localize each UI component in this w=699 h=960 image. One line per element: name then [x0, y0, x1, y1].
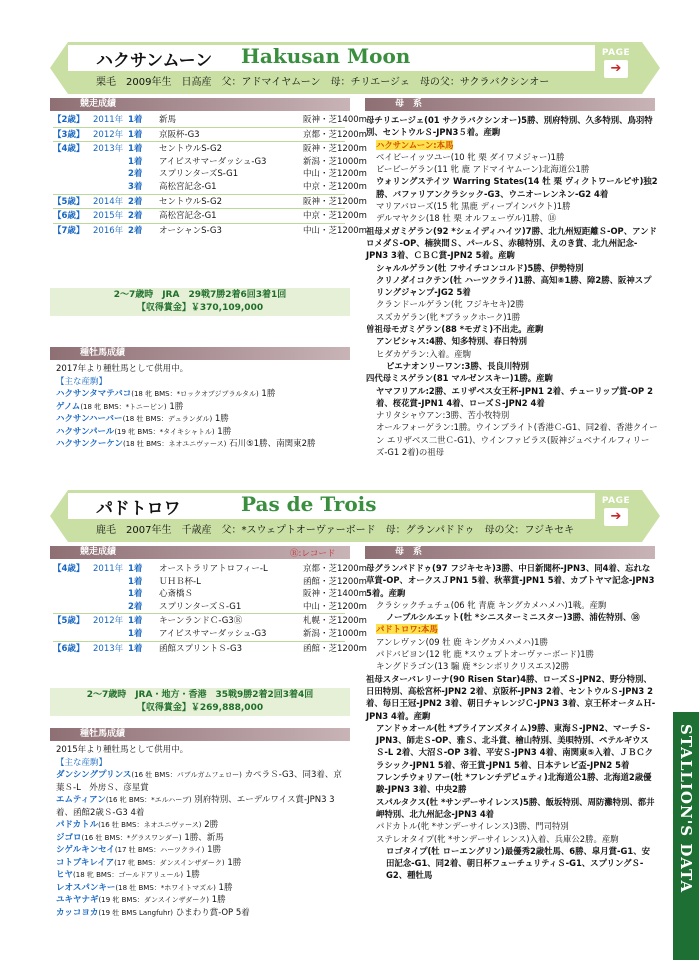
pedigree-entry: [366, 409, 658, 421]
pedigree-entry: [366, 771, 658, 796]
race-group: [53, 194, 367, 209]
race-row: [53, 643, 367, 656]
race-place: 2着: [128, 225, 143, 236]
race-course: 函館・芝1200m: [303, 576, 367, 587]
offspring-name: レオスパンキー: [56, 882, 116, 893]
offspring-item: [56, 882, 346, 895]
pedigree-entry: [366, 722, 658, 771]
pedigree-entry: [366, 262, 658, 274]
offspring-note: (16 牡 BMS：パブルガムフェロー): [131, 771, 242, 779]
pedigree-entry: [366, 421, 658, 458]
horse1-info: 栗毛 2009年生 日高産 父：アドマイヤムーン 母：チリエージェ 母の父：サクラバクシンオー: [96, 77, 550, 88]
race-race: スプリンターズＳ-G1: [159, 601, 242, 612]
race-course: 中京・芝1200m: [303, 211, 367, 222]
pedigree-text: アンドゥオール(牡 *ブライアンズタイム)9勝、東海Ｓ-JPN2、マーチＳ-JPN3、師走Ｓ-OP、雅Ｓ、北斗賞、檜山特別、美唄特別、ペテルギウスＳ-L 2着、大沼Ｓ-OP 3着、平安Ｓ-JPN3 4着、南関東⑤入着、ＪＢＣクラシック-JPN1 5着、帝王賞-JPN1 5着、日本テレビ盃-JPN2 5着: [376, 722, 654, 770]
arrow-right-icon: ➔: [604, 60, 628, 78]
offspring-name: ダンシングプリンス: [56, 770, 132, 780]
pedigree-entry: [366, 163, 658, 175]
offspring-item: [56, 894, 346, 907]
race-row: [53, 615, 367, 628]
pedigree-entry: [366, 175, 658, 200]
pedigree-text: ヤマフリアル:2勝、エリザベス女王杯-JPN1 2着、チューリップ賞-OP 2着、桜花賞-JPN1 4着、ローズＳ-JPN2 4着: [376, 385, 653, 408]
race-course: 中山・芝1200m: [303, 601, 367, 612]
offspring-result: 2勝: [204, 820, 219, 830]
offspring-note: (17 牝 BMS：ダンスインザダーク): [114, 858, 225, 867]
race-race: アイビスサマーダッシュ-G3: [159, 156, 267, 167]
pedigree-text: パドトロワ:本馬: [376, 624, 438, 635]
race-place: 1着: [128, 643, 143, 654]
pedigree-header: 母 系: [365, 98, 655, 111]
race-course: 中山・芝1200m: [303, 169, 367, 180]
race-course: 札幌・芝1200m: [303, 616, 367, 627]
offspring-note: (16 牡 BMS：*グラスワンダー): [81, 833, 182, 842]
race-year: 2014年: [93, 196, 124, 207]
race-row: [53, 168, 367, 181]
pedigree-entry: [366, 611, 658, 623]
offspring-result: 1勝: [261, 389, 276, 399]
race-year: 2012年: [93, 129, 124, 140]
pedigree-entry: [366, 845, 658, 882]
race-race: ＵＨＢ杯-L: [159, 576, 201, 587]
offspring-name: ハクサンクーケン: [56, 439, 123, 449]
horse2-header: [50, 490, 660, 542]
offspring-name: ジゴロ: [56, 832, 82, 843]
offspring-result: カペラＳ-G3、同3着、京葉Ｓ-L 外房Ｓ、彦星賞: [56, 770, 342, 793]
pedigree-text: [366, 114, 658, 458]
race-course: 阪神・芝1200m: [303, 196, 367, 207]
race-course: 新潟・芝1000m: [303, 628, 367, 639]
pedigree-entry: [366, 360, 658, 372]
pedigree-text: 母チリエージェ(01 サクラバクシンオー)5勝、別府特別、久多特別、鳥羽特別、セントウルＳ-JPN3５着。産駒: [366, 115, 653, 138]
pedigree-text: ウォリングステイツ Warring States(14 牡 栗 ヴィクトワールピサ)独2勝、バファリアンクラシック-G3、ウニオーレンネン-G2 4着: [376, 176, 658, 199]
offspring-item: [56, 769, 346, 794]
pedigree-text: ロゴタイプ(牡 ローエングリン)最優秀2歳牡馬、6勝、皐月賞-G1、安田記念-G1、同2着、朝日杯フューチュリティＳ-G1、スプリングＳ-G2、種牡馬: [386, 845, 650, 881]
offspring-result: 1勝: [169, 401, 184, 412]
offspring-item: [56, 413, 346, 426]
race-place: 1着: [128, 115, 143, 125]
pedigree-text: ヒダカゲラン:入着。産駒: [376, 348, 471, 359]
race-course: 京都・芝1200m: [303, 129, 367, 140]
pedigree-text: ピエナオンリーワン:3勝、長良川特別: [386, 360, 530, 371]
race-row: [53, 143, 367, 156]
arrow-right-icon: ➔: [604, 508, 628, 526]
pedigree-text-2: [366, 562, 658, 882]
offspring-result: 1勝: [227, 857, 242, 868]
race-row: [53, 129, 367, 142]
offspring-result: 1勝: [218, 882, 233, 893]
offspring-result: 1勝: [207, 845, 221, 855]
pedigree-entry: [366, 833, 658, 845]
offspring-note: (19 牡 BMS Langfuhr): [98, 908, 174, 917]
race-group: [53, 141, 367, 193]
stud-record-2: 2015年より種牡馬として供用中。 【主な産駒】 ダンシングプリンス(16 牡 BMS：パブルガムフェロー) カペラＳ-G3、同3着、京葉Ｓ-L 外房Ｓ、彦星賞 エムティアン(16 牝 BMS：*エルハーブ) 別府特別、エーデルワイス賞-JPN3 3着、函館2歳Ｓ-G3 4着 パドカトル(16 牡 BMS：ネオユニヴァース) 2勝 ジゴロ(16 牡 BMS：*グラスワンダー) 1勝、新馬 シゲルキンセイ(17 牡 BMS：ハーツクライ) 1勝 コトブキレイア(17 牝 BMS：ダンスインザダーク) 1勝 ヒヤ(18 牝 BMS：ゴールドアリュール) 1勝 レオスパンキー(18 牡 BMS：*ホワイトマズル) 1勝 ユキヤナギ(19 牝 BMS：ダンスインザダーク) 1勝 カッコヨカ(19 牡 BMS Langfuhr) ひまわり賞-OP 5着: [56, 744, 346, 919]
stud-record: 2017年より種牡馬として供用中。 【主な産駒】 ハクサンタマテバコ(18 牝 BMS：*ロックオブジブラルタル) 1勝 ゲノム(18 牝 BMS：*トニービン) 1勝 ハクサンハーバー(18 牡 BMS：デュランダル) 1勝 ハクサンパール(19 牝 BMS：*タイキシャトル) 1勝 ハクサンクーケン(18 牡 BMS：ネオユニヴァース) 石川⑤1勝、南関東2勝: [56, 363, 346, 451]
pedigree-entry: [366, 385, 658, 410]
offspring-name: エムティアン: [56, 795, 106, 805]
page-link-button-2[interactable]: PAGE ➔: [601, 496, 631, 524]
offspring-name: ヒヤ: [56, 870, 74, 880]
race-race: オーシャンS-G3: [159, 225, 222, 236]
race-year: 2015年: [93, 211, 124, 222]
record-key: Ⓡ:レコード: [290, 549, 336, 559]
pedigree-entry: [366, 139, 658, 151]
race-place: 2着: [128, 211, 143, 222]
race-course: 阪神・芝1400m: [303, 115, 367, 125]
race-race: 高松宮記念-G1: [159, 211, 217, 222]
offspring-item: [56, 844, 346, 857]
pedigree-entry: [366, 660, 658, 672]
race-year: 2013年: [93, 144, 124, 155]
race-age: 【4歳】: [53, 144, 85, 155]
offspring-name: シゲルキンセイ: [56, 845, 115, 855]
pedigree-entry: [366, 114, 658, 139]
race-age: 【5歳】: [53, 616, 85, 627]
pedigree-entry: [366, 648, 658, 660]
pedigree-entry: [366, 599, 658, 611]
pedigree-text: ベイビーイッツユー(10 牝 栗 ダイワメジャー)1勝: [376, 151, 565, 162]
pedigree-text: オールフォーゲラン:1勝。ウインブライト(香港Ｃ-G1、同2着、香港クイーン エリザベス二世Ｃ-G1)、ウインファビラス(阪神ジュベナイルフィリーズ-G1 2着)の祖母: [376, 422, 658, 458]
race-group: [53, 208, 367, 223]
race-race: スプリンターズS-G1: [159, 169, 239, 180]
horse1-header: [50, 42, 660, 94]
stud-record-header-2: 種牡馬成績: [50, 728, 350, 741]
horse1-name-jp: ハクサンムーン: [96, 51, 213, 71]
pedigree-entry: [366, 623, 658, 635]
race-summary-2: 2～7歳時 JRA・地方・香港 35戦9勝2着2回3着4回 【収得賞金】￥269,888,000: [50, 688, 350, 716]
race-year: 2013年: [93, 643, 124, 654]
race-summary: 2～7歳時 JRA 29戦7勝2着6回3着1回 【収得賞金】￥370,109,000: [50, 288, 350, 316]
race-year: 2011年: [93, 115, 124, 125]
horse2-name-en: Pas de Trois: [241, 492, 377, 516]
offspring-result: ひまわり賞-OP 5着: [175, 907, 250, 918]
pedigree-entry: [366, 323, 658, 335]
race-place: 1着: [128, 589, 143, 600]
race-age: 【5歳】: [53, 196, 85, 207]
pedigree-text: デルマヤクシ(18 牡 栗 オルフェーヴル)1勝、⑱: [376, 213, 557, 224]
race-row: [53, 601, 367, 614]
horse2-info: 鹿毛 2007年生 千歳産 父：*スウェプトオーヴァーボード 母：グランパドドゥ 母の父：フジキセキ: [96, 525, 575, 536]
offspring-name: ゲノム: [56, 401, 81, 412]
race-row: [53, 225, 367, 238]
offspring-name: ハクサンハーバー: [56, 414, 123, 424]
race-place: 1着: [128, 564, 143, 574]
race-age: 【6歳】: [53, 211, 85, 222]
offspring-name: ユキヤナギ: [56, 895, 99, 905]
race-row: [53, 196, 367, 209]
race-year: 2012年: [93, 616, 124, 627]
offspring-result: 1勝: [214, 414, 229, 424]
side-tab: STALLION'S DATA: [673, 712, 699, 960]
offspring-item: [56, 832, 346, 845]
race-course: 中京・芝1200m: [303, 181, 367, 192]
offspring-note: (16 牝 BMS：*エルハーブ): [105, 796, 192, 804]
offspring-note: (18 牝 BMS：ゴールドアリュール): [73, 871, 184, 879]
offspring-item: [56, 388, 346, 401]
offspring-result: 1勝: [211, 895, 226, 905]
race-race: オーストラリアトロフィー-L: [159, 564, 268, 574]
offspring-note: (19 牝 BMS：*タイキシャトル): [114, 427, 215, 436]
pedigree-text: パドカトル(牝 *サンデーサイレンス)3勝、門司特別: [376, 821, 569, 832]
race-place: 1着: [128, 156, 143, 167]
offspring-note: (18 牡 BMS：*ホワイトマズル): [115, 883, 216, 892]
offspring-note: (16 牡 BMS：ネオユニヴァース): [98, 821, 202, 829]
race-row: [53, 628, 367, 641]
offspring-name: ハクサンタマテバコ: [56, 389, 132, 399]
race-race: 函館スプリントＳ-G3: [159, 643, 243, 654]
offspring-item: [56, 438, 346, 451]
race-race: 高松宮記念-G1: [159, 181, 217, 192]
race-row: [53, 181, 367, 194]
offspring-note: (18 牝 BMS：*ロックオブジブラルタル): [131, 390, 259, 398]
pedigree-text: ビービーゲラン(11 牝 鹿 アドマイヤムーン)北海道公1勝: [376, 164, 590, 175]
race-race: セントウルS-G2: [159, 196, 223, 207]
pedigree-entry: [366, 562, 658, 599]
race-row: [53, 576, 367, 589]
race-course: 函館・芝1200m: [303, 643, 367, 654]
pedigree-entry: [366, 820, 658, 832]
offspring-name: パドカトル: [56, 820, 99, 830]
race-age: 【7歳】: [53, 225, 85, 236]
offspring-name: ハクサンパール: [56, 426, 115, 437]
pedigree-text: 母グランパドドゥ(97 フジキセキ)3勝、中日新聞杯-JPN3、同4着、忘れな草賞-OP、オークスＪPN1 5着、秋華賞-JPN1 5着、カブトヤマ記念-JPN3 5着。産駒: [366, 563, 655, 598]
race-course: 中山・芝1200m: [303, 225, 367, 236]
race-race: 心斎橋Ｓ: [159, 589, 194, 600]
pedigree-entry: [366, 335, 658, 347]
race-group: [53, 223, 367, 238]
offspring-result: 1勝: [185, 870, 200, 880]
pedigree-entry: [366, 796, 658, 821]
race-course: 阪神・芝1200m: [303, 144, 367, 155]
race-race: アイビスサマーダッシュ-G3: [159, 628, 267, 639]
race-course: 阪神・芝1400m: [303, 589, 367, 600]
pedigree-text: 祖母メガミゲラン(92 *シェイディハイツ)7勝、北九州短距離Ｓ-OP、アンドロメダＳ-OP、楠狭間Ｓ、パールＳ、赤穂特別、えのき賞、北九州記念-JPN3 3着、ＣＢＣ賞-JPN2 5着。産駒: [366, 225, 657, 261]
race-place: 3着: [128, 181, 143, 192]
race-race: セントウルS-G2: [159, 144, 223, 155]
offspring-note: (19 牝 BMS：ダンスインザダーク): [98, 896, 209, 904]
pedigree-text: スパルタクス(牡 *サンデーサイレンス)5勝、飯坂特別、周防灘特別、都井岬特別、北九州記念-JPN3 4着: [376, 796, 655, 819]
pedigree-text: ナリタシャウアン:3勝、苦小牧特別: [376, 410, 510, 421]
pedigree-text: 祖母スターバレリーナ(90 Risen Star)4勝、ローズＳ-JPN2、野分特別、日田特別、高松宮杯-JPN2 2着、京阪杯-JPN3 2着、セントウルＳ-JPN3 2着、毎日王冠-JPN2 3着、朝日チャレンジＣ-JPN3 3着、京王杯オータムＨ-JPN3 4着。産駒: [366, 673, 656, 721]
offspring-item: [56, 907, 346, 920]
race-place: 2着: [128, 601, 143, 612]
race-record-table: [53, 113, 367, 237]
pedigree-entry: [366, 372, 658, 384]
race-race: 新馬: [159, 115, 177, 125]
pedigree-entry: [366, 212, 658, 224]
stud-record-header: 種牡馬成績: [50, 347, 350, 360]
race-group: [53, 562, 367, 613]
race-age: 【2歳】: [53, 115, 85, 125]
pedigree-entry: [366, 225, 658, 262]
race-place: 1着: [128, 628, 143, 639]
race-group: [53, 127, 367, 142]
pedigree-entry: [366, 348, 658, 360]
race-race: 京阪杯-G3: [159, 129, 200, 140]
offspring-result: 石川⑤1勝、南関東2勝: [229, 439, 316, 449]
pedigree-text: アンレヴァン(09 牡 鹿 キングカメハメハ)1勝: [376, 636, 548, 647]
pedigree-entry: [366, 673, 658, 722]
pedigree-entry: [366, 151, 658, 163]
offspring-result: 別府特別、エーデルワイス賞-JPN3 3着、函館2歳Ｓ-G3 4着: [56, 795, 335, 818]
race-age: 【3歳】: [53, 129, 85, 140]
race-course: 新潟・芝1000m: [303, 156, 367, 167]
pedigree-text: 四代母ミスゲラン(81 マルゼンスキー)1勝。産駒: [366, 373, 553, 384]
offspring-item: [56, 857, 346, 870]
page-link-button[interactable]: PAGE ➔: [601, 48, 631, 76]
pedigree-text: スズカゲラン(牝 *ブラックホーク)1勝: [376, 311, 521, 322]
pedigree-text: キングドラゴン(13 騸 鹿 *シンボリクリスエス)2勝: [376, 661, 570, 672]
race-place: 1着: [128, 129, 143, 140]
race-course: 京都・芝1200m: [303, 564, 367, 574]
race-group: [53, 641, 367, 656]
race-group: [53, 113, 367, 127]
race-row: [53, 114, 367, 127]
pedigree-text: 曽祖母モガミゲラン(88 *モガミ)不出走。産駒: [366, 324, 544, 335]
race-age: 【6歳】: [53, 643, 85, 654]
pedigree-text: ハクサンムーン:本馬: [376, 139, 454, 150]
race-age: 【4歳】: [53, 564, 85, 574]
offspring-result: 1勝: [217, 426, 232, 437]
offspring-name: コトブキレイア: [56, 857, 115, 868]
race-row: [53, 588, 367, 601]
offspring-item: [56, 794, 346, 819]
offspring-item: [56, 819, 346, 832]
offspring-item: [56, 869, 346, 882]
offspring-note: (18 牡 BMS：デュランダル): [122, 415, 213, 423]
race-record-header: 競走成績: [50, 98, 350, 111]
race-year: 2016年: [93, 225, 124, 236]
pedigree-text: クラシックチュチュ(06 牝 青鹿 キングカメハメハ)1戦。産駒: [376, 599, 607, 610]
race-record-header-2: 競走成績: [50, 546, 350, 559]
race-place: 1着: [128, 576, 143, 587]
pedigree-header-2: 母 系: [365, 546, 655, 559]
offspring-name: カッコヨカ: [56, 907, 99, 918]
pedigree-text: クリノダイコクテン(牡 ハーツクライ)1勝、高知⑧1勝、障2勝、阪神スプリングジャンプ-JG2 5着: [376, 274, 652, 298]
pedigree-entry: [366, 200, 658, 212]
pedigree-text: ステレオタイプ(牝 *サンデーサイレンス)入着、兵庫公2勝。産駒: [376, 833, 619, 844]
offspring-note: (18 牝 BMS：*トニービン): [80, 402, 167, 411]
race-race: キーンランドＣ-G3Ⓡ: [159, 616, 243, 627]
pedigree-entry: [366, 274, 658, 299]
pedigree-text: シャルルゲラン(牡 フサイチコンコルド)5勝、伊勢特別: [376, 262, 584, 273]
offspring-result: 1勝、新馬: [184, 832, 224, 843]
offspring-note: (18 牡 BMS：ネオユニヴァース): [122, 440, 227, 448]
pedigree-entry: [366, 636, 658, 648]
offspring-note: (17 牡 BMS：ハーツクライ): [114, 846, 205, 854]
pedigree-text: クランドールゲラン(牝 フジキセキ)2勝: [376, 299, 524, 310]
race-row: [53, 563, 367, 576]
race-record-table-2: [53, 562, 367, 655]
race-place: 1着: [128, 616, 143, 627]
race-place: 2着: [128, 169, 143, 180]
horse2-name-jp: パドトロワ: [96, 499, 181, 519]
horse1-name-en: Hakusan Moon: [241, 44, 411, 68]
race-group: [53, 613, 367, 640]
offspring-item: [56, 426, 346, 439]
pedigree-entry: [366, 311, 658, 323]
pedigree-text: フレンチウォリアー(牡 *フレンチデピュティ)北海道公1勝、北海道2歳優駿-JPN3 3着、中央2勝: [376, 772, 652, 795]
race-place: 1着: [128, 144, 143, 155]
offspring-item: [56, 401, 346, 414]
pedigree-text: アンビシャス:4勝、知多特別、春日特別: [376, 336, 528, 347]
race-row: [53, 210, 367, 223]
pedigree-text: マリアバローズ(15 牝 黒鹿 ディープインパクト)1勝: [376, 201, 571, 212]
pedigree-text: ノーブルシルエット(牡 *シニスターミニスター)3勝、浦佐特別、⑱: [386, 612, 640, 623]
race-year: 2011年: [93, 564, 124, 574]
pedigree-entry: [366, 298, 658, 310]
pedigree-text: パドバビヨン(12 牝 鹿 *スウェプトオーヴァーボード)1勝: [376, 649, 594, 660]
race-row: [53, 156, 367, 169]
race-place: 2着: [128, 196, 143, 207]
